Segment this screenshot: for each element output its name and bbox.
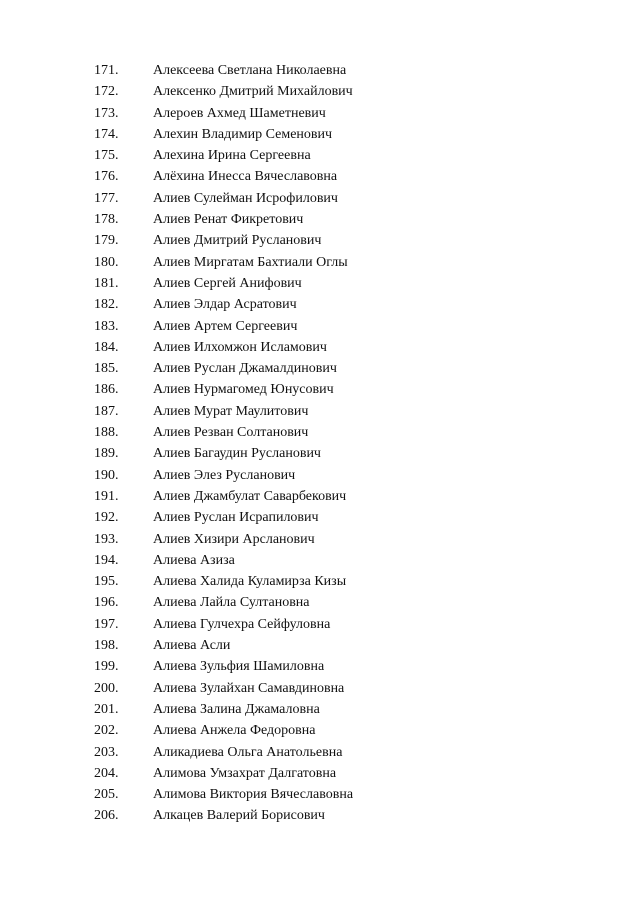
entry-number: 183. [94,318,119,334]
entry-name: Алёхина Инесса Вячеславовна [153,169,338,185]
entry-name: Алиева Асли [153,638,231,654]
entry-number: 193. [94,531,119,547]
entry-number: 200. [94,680,119,696]
entry-name: Алиев Ренат Фикретович [153,212,304,228]
entry-name: Алиев Резван Солтанович [153,425,309,441]
entry-name: Алиев Артем Сергеевич [153,318,298,334]
list-item [0,145,640,166]
entry-name: Алехина Ирина Сергеевна [153,148,311,164]
entry-number: 203. [94,744,119,760]
list-item [0,273,640,294]
list-item [0,443,640,464]
entry-number: 190. [94,467,119,483]
entry-name: Алиев Элдар Асратович [153,297,297,313]
list-item [0,379,640,400]
entry-number: 171. [94,63,119,78]
entry-name: Аликадиева Ольга Анатольевна [153,744,343,760]
entry-number: 201. [94,701,119,717]
list-item [0,209,640,230]
entry-number: 173. [94,105,119,121]
list-item [0,358,640,379]
list-item [0,571,640,592]
entry-number: 181. [94,275,119,291]
list-item [0,529,640,550]
entry-number: 186. [94,382,119,398]
list-item [0,656,640,677]
entry-number: 180. [94,254,119,270]
list-item [0,252,640,273]
entry-name: Алиева Азиза [153,552,235,568]
list-item [0,742,640,763]
list-item [0,316,640,337]
entry-name: Алиев Нурмагомед Юнусович [153,382,334,398]
entry-name: Алиева Анжела Федоровна [153,723,316,739]
list-item [0,422,640,443]
list-item [0,614,640,635]
entry-number: 202. [94,723,119,739]
entry-name: Алиев Илхомжон Исламович [153,339,327,355]
list-item [0,763,640,784]
list-item [0,699,640,720]
entry-name: Алероев Ахмед Шаметневич [153,105,326,121]
entry-number: 189. [94,446,119,462]
entry-name: Алиев Руслан Джамалдинович [153,361,337,377]
entry-name: Алкацев Валерий Борисович [153,808,325,824]
entry-name: Алиев Сулейман Исрофилович [153,190,338,206]
list-item [0,592,640,613]
list-item [0,230,640,251]
entry-number: 174. [94,126,119,142]
name-list [0,60,640,827]
entry-name: Алиев Джамбулат Саварбекович [153,488,347,504]
entry-name: Алексенко Дмитрий Михайлович [153,84,353,100]
list-item [0,720,640,741]
entry-number: 184. [94,339,119,355]
list-item [0,550,640,571]
list-item [0,166,640,187]
list-item [0,124,640,145]
entry-number: 172. [94,84,119,100]
entry-name: Алиев Сергей Анифович [153,275,302,291]
entry-name: Алиев Элез Русланович [153,467,296,483]
list-item [0,81,640,102]
entry-name: Алиева Гулчехра Сейфуловна [153,616,331,632]
list-item [0,507,640,528]
entry-number: 204. [94,765,119,781]
list-item [0,635,640,656]
entry-number: 194. [94,552,119,568]
entry-name: Алимова Виктория Вячеславовна [153,787,354,803]
entry-name: Алиев Мурат Маулитович [153,403,309,419]
list-item [0,103,640,124]
entry-number: 192. [94,510,119,526]
entry-number: 187. [94,403,119,419]
entry-number: 205. [94,787,119,803]
entry-name: Алиева Залина Джамаловна [153,701,320,717]
list-item [0,294,640,315]
entry-number: 188. [94,425,119,441]
list-item [0,60,640,81]
entry-number: 177. [94,190,119,206]
entry-number: 196. [94,595,119,611]
entry-name: Алиев Багаудин Русланович [153,446,321,462]
entry-name: Алиева Зулайхан Самавдиновна [153,680,345,696]
entry-name: Алиева Халида Куламирза Кизы [153,574,347,590]
entry-number: 199. [94,659,119,675]
list-item [0,465,640,486]
entry-number: 185. [94,361,119,377]
entry-name: Алиев Руслан Исрапилович [153,510,319,526]
list-item [0,486,640,507]
entry-name: Алексеева Светлана Николаевна [153,63,347,78]
entry-name: Алиев Дмитрий Русланович [153,233,322,249]
list-item [0,401,640,422]
list-item [0,188,640,209]
entry-number: 206. [94,808,119,824]
list-item [0,784,640,805]
entry-number: 176. [94,169,119,185]
entry-number: 175. [94,148,119,164]
entry-name: Алиев Миргатам Бахтиали Оглы [153,254,348,270]
entry-number: 195. [94,574,119,590]
entry-number: 179. [94,233,119,249]
list-item [0,337,640,358]
entry-number: 182. [94,297,119,313]
entry-name: Алимова Умзахрат Далгатовна [153,765,337,781]
entry-name: Алиева Зульфия Шамиловна [153,659,325,675]
entry-number: 197. [94,616,119,632]
list-item [0,805,640,826]
entry-name: Алехин Владимир Семенович [153,126,333,142]
entry-number: 178. [94,212,119,228]
entry-name: Алиева Лайла Султановна [153,595,310,611]
list-item [0,678,640,699]
entry-name: Алиев Хизири Арсланович [153,531,315,547]
entry-number: 198. [94,638,119,654]
entry-number: 191. [94,488,119,504]
